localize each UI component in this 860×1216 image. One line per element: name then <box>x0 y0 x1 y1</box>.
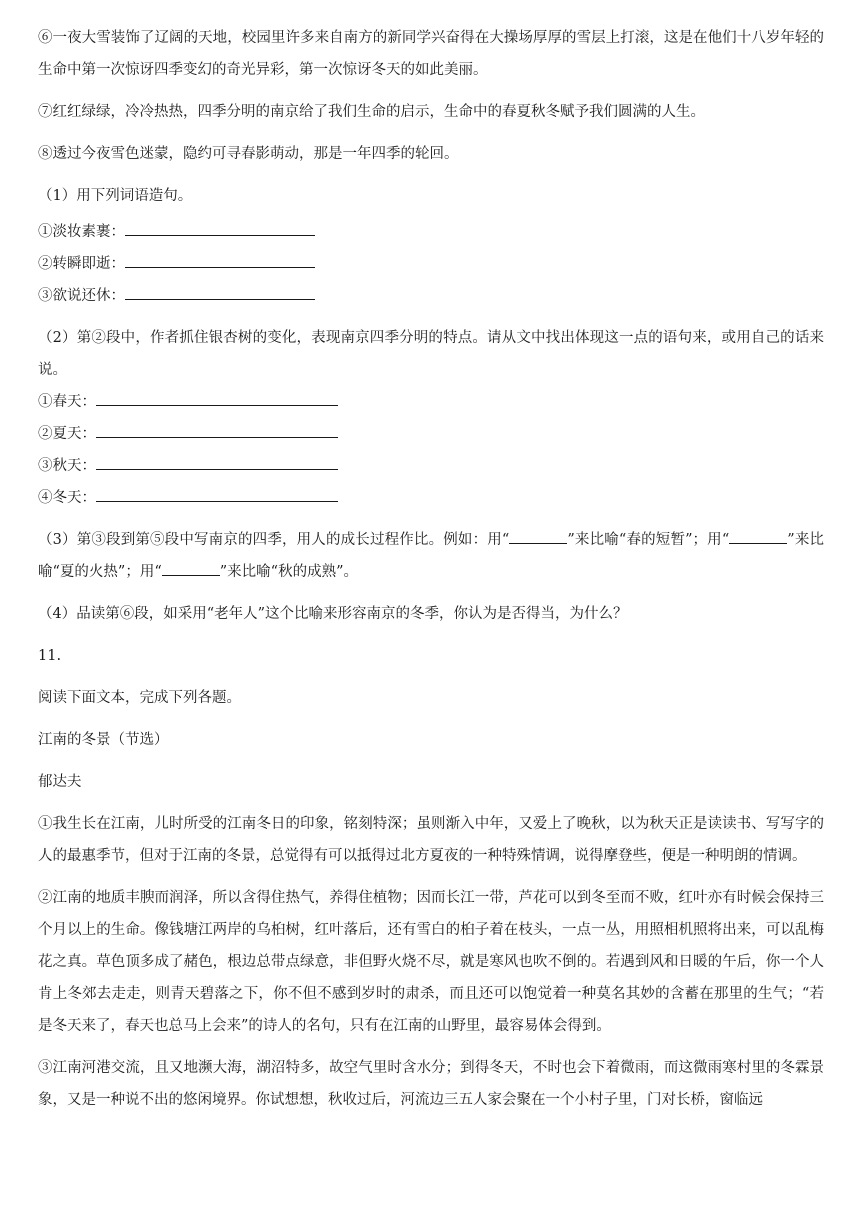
q2-item-3 <box>38 450 824 482</box>
q2-item-label: ④冬天： <box>38 490 96 506</box>
q3-text: （3）第③段到第⑤段中写南京的四季，用人的成长过程作比。例如：用“ <box>38 532 510 548</box>
paragraph-8: ⑧透过今夜雪色迷蒙，隐约可寻春影萌动，那是一年四季的轮回。 <box>38 146 459 162</box>
q1-item-2 <box>38 248 824 280</box>
question-4: （4）品读第⑥段，如采用“老年人”这个比喻来形容南京的冬季，你认为是否得当，为什么？ <box>38 606 628 622</box>
q1-item-label: ③欲说还休： <box>38 288 125 304</box>
document-page <box>38 22 824 1116</box>
instruction: 阅读下面文本，完成下列各题。 <box>38 690 241 706</box>
q2-item-label: ②夏天： <box>38 426 96 442</box>
answer-blank[interactable] <box>162 559 220 576</box>
answer-blank[interactable] <box>96 453 338 470</box>
answer-blank[interactable] <box>125 219 315 236</box>
q1-item-3 <box>38 280 824 312</box>
q3-text: ”来比喻“秋的成熟”。 <box>219 564 358 580</box>
answer-blank[interactable] <box>509 527 567 544</box>
q1-item-label: ①淡妆素裹： <box>38 224 125 240</box>
article-paragraph-2: ②江南的地质丰腴而润泽，所以含得住热气，养得住植物；因而长江一带，芦花可以到冬至而不败，红叶亦有时候会保持三个月以上的生命。像钱塘江两岸的乌桕树，红叶落后，还有雪白的桕子着在枝头，一点一丛，用照相机照将出来，可以乱梅花之真。草色顶多成了赭色，根边总带点绿意，非但野火烧不尽，就是寒风也吹不倒的。若遇到风和日暖的午后，你一个人肯上冬郊去走走，则青天碧落之下，你不但不感到岁时的肃杀，而且还可以饱觉着一种莫名其妙的含蓄在那里的生气；“若是冬天来了，春天也总马上会来”的诗人的名句，只有在江南的山野里，最容易体会得到。 <box>38 890 824 1034</box>
q2-item-1 <box>38 386 824 418</box>
answer-blank[interactable] <box>96 421 338 438</box>
q3-text: ”来比喻“夏的火热”；用“ <box>38 532 825 580</box>
answer-blank[interactable] <box>125 251 315 268</box>
question-3 <box>38 524 824 588</box>
paragraph-7: ⑦红红绿绿，冷冷热热，四季分明的南京给了我们生命的启示，生命中的春夏秋冬赋予我们圆满的人生。 <box>38 104 705 120</box>
question-2-prompt: （2）第②段中，作者抓住银杏树的变化，表现南京四季分明的特点。请从文中找出体现这一点的语句来，或用自己的话来说。 <box>38 330 824 378</box>
article-paragraph-3: ③江南河港交流，且又地濒大海，湖沼特多，故空气里时含水分；到得冬天，不时也会下着微雨，而这微雨寒村里的冬霖景象，又是一种说不出的悠闲境界。你试想想，秋收过后，河流边三五人家会聚在一个小村子里，门对长桥，窗临远 <box>38 1060 824 1108</box>
question-1-prompt: （1）用下列词语造句。 <box>38 188 193 204</box>
q3-text: ”来比喻“春的短暂”；用“ <box>567 532 730 548</box>
answer-blank[interactable] <box>729 527 787 544</box>
q2-item-2 <box>38 418 824 450</box>
answer-blank[interactable] <box>96 389 338 406</box>
answer-blank[interactable] <box>96 485 338 502</box>
q2-item-label: ①春天： <box>38 394 96 410</box>
article-author: 郁达夫 <box>38 774 82 790</box>
question-number-11: 11. <box>38 648 62 664</box>
article-paragraph-1: ①我生长在江南，儿时所受的江南冬日的印象，铭刻特深；虽则渐入中年，又爱上了晚秋，以为秋天正是读读书、写写字的人的最惠季节，但对于江南的冬景，总觉得有可以抵得过北方夏夜的一种特殊情调，说得摩登些，便是一种明朗的情调。 <box>38 816 824 864</box>
q1-item-label: ②转瞬即逝： <box>38 256 125 272</box>
q1-item-1 <box>38 216 824 248</box>
article-title: 江南的冬景（节选） <box>38 732 169 748</box>
paragraph-6: ⑥一夜大雪装饰了辽阔的天地，校园里许多来自南方的新同学兴奋得在大操场厚厚的雪层上打滚，这是在他们十八岁年轻的生命中第一次惊讶四季变幻的奇光异彩，第一次惊讶冬天的如此美丽。 <box>38 30 824 78</box>
answer-blank[interactable] <box>125 283 315 300</box>
q2-item-4 <box>38 482 824 514</box>
q2-item-label: ③秋天： <box>38 458 96 474</box>
